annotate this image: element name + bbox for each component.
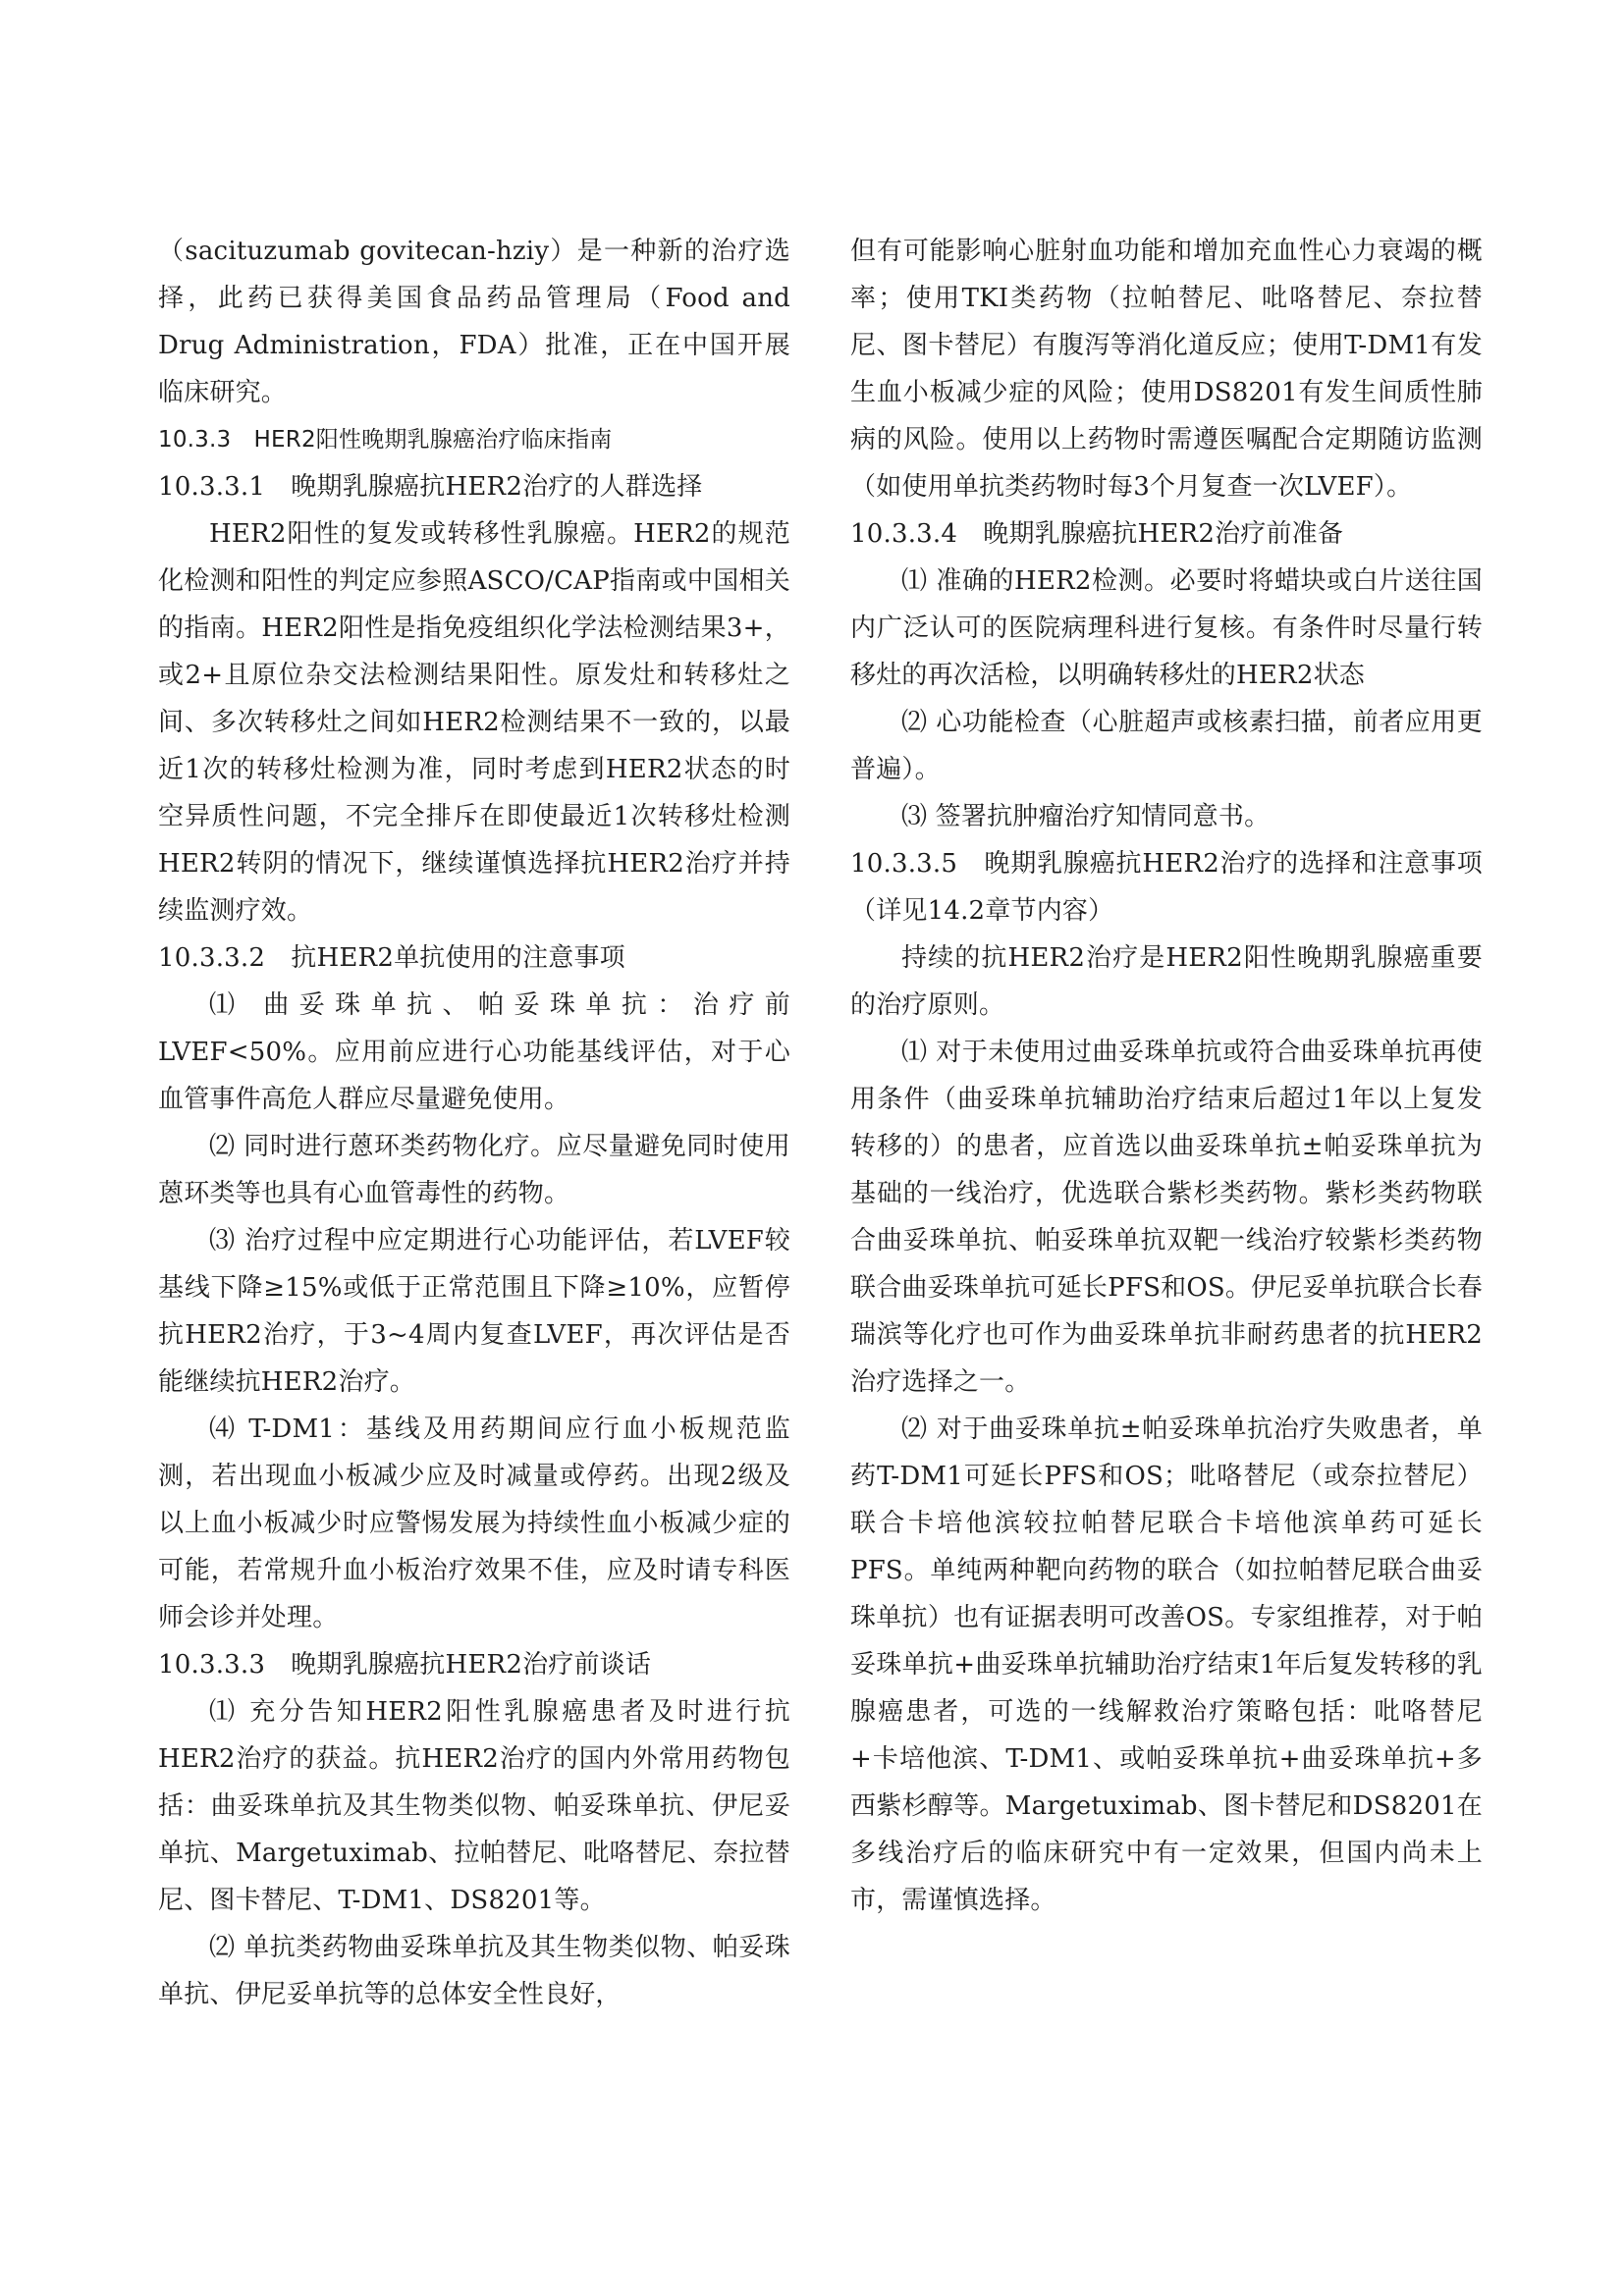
body-paragraph: ⑵ 心功能检查（心脏超声或核素扫描，前者应用更普遍）。 [850,708,1483,784]
body-paragraph: ⑷ T-DM1：基线及用药期间应行血小板规范监测，若出现血小板减少应及时减量或停药。出现2级及以上血小板减少时应警惕发展为持续性血小板减少症的可能，若常规升血小板治疗效果不佳，应及时请专科医师会诊并处理。 [158,1415,790,1632]
body-paragraph: ⑵ 单抗类药物曲妥珠单抗及其生物类似物、帕妥珠单抗、伊尼妥单抗等的总体安全性良好， [158,1933,790,2009]
subsection-heading: 10.3.3.4 晚期乳腺癌抗HER2治疗前准备 [850,519,1344,549]
subsection-heading: 10.3.3.2 抗HER2单抗使用的注意事项 [158,943,625,973]
subsection-heading: 10.3.3.3 晚期乳腺癌抗HER2治疗前谈话 [158,1650,652,1680]
left-column [158,228,790,2018]
body-paragraph: ⑴ 准确的HER2检测。必要时将蜡块或白片送往国内广泛认可的医院病理科进行复核。有条件时尽量行转移灶的再次活检，以明确转移灶的HER2状态 [850,566,1483,690]
body-paragraph: （sacituzumab govitecan-hziy）是一种新的治疗选择，此药已获得美国食品药品管理局（Food and Drug Administration，FDA）批准，正在中国开展临床研究。 [158,237,790,407]
subsection-heading: 10.3.3.5 晚期乳腺癌抗HER2治疗的选择和注意事项（详见14.2章节内容） [850,849,1483,926]
body-paragraph: ⑶ 治疗过程中应定期进行心功能评估，若LVEF较基线下降≥15%或低于正常范围且下降≥10%，应暂停抗HER2治疗，于3~4周内复查LVEF，再次评估是否能继续抗HER2治疗。 [158,1226,790,1397]
body-paragraph: ⑶ 签署抗肿瘤治疗知情同意书。 [901,802,1271,831]
section-heading: 10.3.3 HER2阳性晚期乳腺癌治疗临床指南 [158,427,613,453]
subsection-heading: 10.3.3.1 晚期乳腺癌抗HER2治疗的人群选择 [158,472,703,502]
body-paragraph: 但有可能影响心脏射血功能和增加充血性心力衰竭的概率；使用TKI类药物（拉帕替尼、吡咯替尼、奈拉替尼、图卡替尼）有腹泻等消化道反应；使用T-DM1有发生血小板减少症的风险；使用DS8201有发生间质性肺病的风险。使用以上药物时需遵医嘱配合定期随访监测（如使用单抗类药物时每3个月复查一次LVEF）。 [850,237,1483,502]
right-column [850,228,1483,1924]
body-paragraph: ⑴ 对于未使用过曲妥珠单抗或符合曲妥珠单抗再使用条件（曲妥珠单抗辅助治疗结束后超过1年以上复发转移的）的患者，应首选以曲妥珠单抗±帕妥珠单抗为基础的一线治疗，优选联合紫杉类药物。紫杉类药物联合曲妥珠单抗、帕妥珠单抗双靶一线治疗较紫杉类药物联合曲妥珠单抗可延长PFS和OS。伊尼妥单抗联合长春瑞滨等化疗也可作为曲妥珠单抗非耐药患者的抗HER2治疗选择之一。 [850,1038,1483,1397]
body-paragraph: ⑴ 曲妥珠单抗、帕妥珠单抗：治疗前LVEF<50%。应用前应进行心功能基线评估，对于心血管事件高危人群应尽量避免使用。 [158,990,790,1114]
body-paragraph: ⑵ 对于曲妥珠单抗±帕妥珠单抗治疗失败患者，单药T-DM1可延长PFS和OS；吡咯替尼（或奈拉替尼）联合卡培他滨较拉帕替尼联合卡培他滨单药可延长PFS。单纯两种靶向药物的联合（如拉帕替尼联合曲妥珠单抗）也有证据表明可改善OS。专家组推荐，对于帕妥珠单抗+曲妥珠单抗辅助治疗结束1年后复发转移的乳腺癌患者，可选的一线解救治疗策略包括：吡咯替尼+卡培他滨、T-DM1、或帕妥珠单抗+曲妥珠单抗+多西紫杉醇等。Margetuximab、图卡替尼和DS8201在多线治疗后的临床研究中有一定效果，但国内尚未上市，需谨慎选择。 [850,1415,1483,1915]
body-paragraph: ⑴ 充分告知HER2阳性乳腺癌患者及时进行抗HER2治疗的获益。抗HER2治疗的国内外常用药物包括：曲妥珠单抗及其生物类似物、帕妥珠单抗、伊尼妥单抗、Margetuximab、拉帕替尼、吡咯替尼、奈拉替尼、图卡替尼、T-DM1、DS8201等。 [158,1697,790,1915]
body-paragraph: HER2阳性的复发或转移性乳腺癌。HER2的规范化检测和阳性的判定应参照ASCO/CAP指南或中国相关的指南。HER2阳性是指免疫组织化学法检测结果3+，或2+且原位杂交法检测结果阳性。原发灶和转移灶之间、多次转移灶之间如HER2检测结果不一致的，以最近1次的转移灶检测为准，同时考虑到HER2状态的时空异质性问题，不完全排斥在即使最近1次转移灶检测HER2转阴的情况下，继续谨慎选择抗HER2治疗并持续监测疗效。 [158,519,790,926]
body-paragraph: ⑵ 同时进行蒽环类药物化疗。应尽量避免同时使用蒽环类等也具有心血管毒性的药物。 [158,1132,790,1208]
body-paragraph: 持续的抗HER2治疗是HER2阳性晚期乳腺癌重要的治疗原则。 [850,943,1483,1020]
